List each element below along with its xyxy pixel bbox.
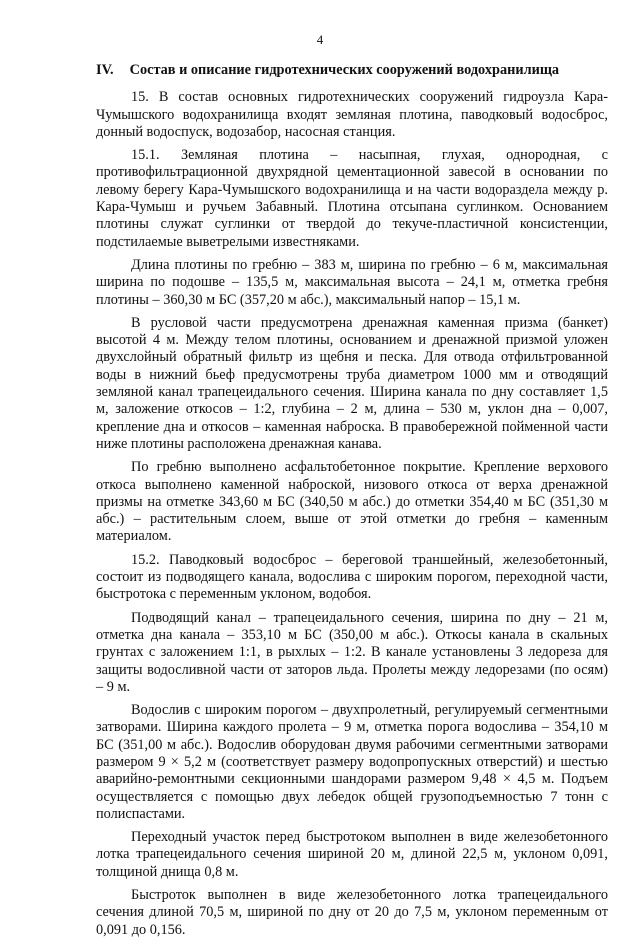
- paragraph-15: 15. В состав основных гидротехнических сооружений гидроузла Кара-Чумышского водохранилища входят земляная плотина, паводковый водосброс, донный водоспуск, водозабор, насосная станция.: [96, 89, 608, 140]
- section-title: Состав и описание гидротехнических сооружений водохранилища: [129, 62, 560, 78]
- paragraph-transition: Переходный участок перед быстротоком выполнен в виде железобетонного лотка трапецеидального сечения шириной 20 м, длиной 22,5 м, уклоном 0,091, толщиной днища 0,8 м.: [96, 829, 608, 880]
- paragraph-drainage-prism: В русловой части предусмотрена дренажная каменная призма (банкет) высотой 4 м. Между телом плотины, основанием и дренажной призмой уложен двухслойный обратный фильтр из щебня и песка. Для отвода отфильтрованной воды в нижний бьеф предусмотрены труба диаметром 1000 мм и отводящий земляной канал трапецеидального сечения. Ширина канала по дну составляет 1,5 м, заложение откосов – 1:2, глубина – 2 м, длина – 530 м, уклон дна – 0,007, крепление дна и откосов – каменная наброска. В правобережной пойменной части ниже плотины расположена дренажная канава.: [96, 314, 608, 452]
- page-number: 4: [316, 32, 324, 47]
- paragraph-dam-dimensions: Длина плотины по гребню – 383 м, ширина по гребню – 6 м, максимальная ширина по подошве – 135,5 м, максимальная высота – 24,1 м, отметка гребня плотины – 360,30 м БС (357,20 м абс.), максимальный напор – 15,1 м.: [96, 256, 608, 308]
- section-heading: [96, 62, 608, 79]
- paragraph-chute: Быстроток выполнен в виде железобетонного лотка трапецеидального сечения длиной 70,5 м, шириной по дну от 20 до 7,5 м, уклоном переменным от 0,091 до 0,156.: [96, 887, 608, 938]
- document-body: [96, 62, 608, 945]
- paragraph-weir: Водослив с широким порогом – двухпролетный, регулируемый сегментными затворами. Ширина каждого пролета – 9 м, отметка порога водослива – 354,10 м БС (351,00 м абс.). Водослив оборудован двумя рабочими сегментными затворами размером 9 × 5,2 м (соответствует размеру водопропускных отверстий) и шестью аварийно-ремонтными секционными шандорами размером 9,48 × 4,5 м. Подъем осуществляется с помощью двух лебедок общей грузоподъемностью 7 тонн с полиспастами.: [96, 702, 608, 822]
- paragraph-crest-cover: По гребню выполнено асфальтобетонное покрытие. Крепление верхового откоса выполнено каменной наброской, низового откоса от верха дренажной призмы на отметке 343,60 м БС (340,50 м абс.) до отметки 354,40 м БС (351,30 м абс.) – растительным слоем, выше от этой отметки до гребня – каменным материалом.: [96, 459, 608, 545]
- section-number: IV.: [96, 62, 114, 78]
- paragraph-approach-channel: Подводящий канал – трапецеидального сечения, ширина по дну – 21 м, отметка дна канала – 353,10 м БС (350,00 м абс.). Откосы канала в скальных грунтах с заложением 1:1, в рыхлых – 1:2. В канале установлены 3 ледореза для защиты водосливной части от заторов льда. Пролеты между ледорезами (по осям) – 9 м.: [96, 609, 608, 695]
- paragraph-15-1-dam: 15.1. Земляная плотина – насыпная, глухая, однородная, с противофильтрационной двухрядной цементационной завесой в основании по левому берегу Кара-Чумышского водохранилища и на части водораздела между р. Кара-Чумыш и ручьем Забавный. Плотина отсыпана суглинком. Основанием плотины служат суглинки от твердой до текуче-пластичной консистенции, подстилаемые выветрелыми известняками.: [96, 147, 608, 250]
- paragraph-15-2-spillway: 15.2. Паводковый водосброс – береговой траншейный, железобетонный, состоит из подводящего канала, водослива с широким порогом, переходной части, быстротока с переменным уклоном, водобоя.: [96, 551, 608, 603]
